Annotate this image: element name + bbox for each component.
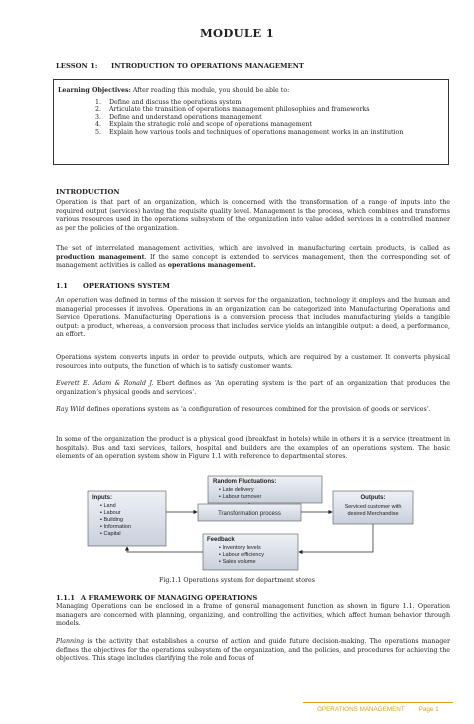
random-item-labour-turnover: ▪ Labour turnover	[219, 494, 262, 500]
random-item-late-delivery: ▪ Late delivery	[219, 487, 254, 493]
outputs-text-1: Serviced customer with	[344, 504, 402, 510]
outputs-text-2: desired Merchandise	[347, 511, 399, 517]
objective-item	[95, 99, 445, 106]
introduction-paragraph-2	[56, 245, 450, 271]
feedback-box	[203, 534, 298, 570]
page-footer	[317, 706, 439, 713]
outputs-box	[333, 491, 413, 524]
section-1-1-paragraph-1	[56, 297, 450, 340]
inputs-title: Inputs:	[92, 495, 112, 501]
objective-text: Define and understand operations management	[109, 113, 262, 121]
figure-caption: Fig.1.1 Operations system for department stores	[158, 577, 315, 584]
feedback-title: Feedback	[207, 537, 235, 543]
input-item: ▪ Building	[100, 517, 124, 523]
objective-item	[95, 121, 445, 128]
objective-text: Define and discuss the operations system	[109, 99, 242, 106]
input-item: ▪ Labour	[100, 510, 121, 516]
objective-item	[95, 106, 445, 113]
operations-system-diagram	[86, 474, 416, 574]
inputs-box	[88, 491, 166, 546]
section-1-1-paragraph-4	[56, 406, 450, 415]
italic-an-operation: An operation	[56, 297, 98, 304]
italic-planning: Planning	[56, 638, 85, 645]
page-number: Page 1	[418, 706, 439, 713]
section-1-1-1-heading	[56, 594, 257, 602]
italic-ray-wild: Ray Wild	[56, 406, 85, 413]
lesson-title: INTRODUCTION TO OPERATIONS MANAGEMENT	[111, 62, 304, 70]
section-number: 1.1.1	[56, 594, 75, 602]
section-1-1-p4-text: defines operations system as ‘a configuration of resources combined for the provision of goods or services’.	[84, 406, 431, 413]
section-1-1-paragraph-5: In some of the organization the product is a physical good (breakfast in hotels) while in others it is a service (treatment in hospitals). Bus and taxi services, tailors, hospital and builders are the examples of an operations system. The basic elements of an operation system show in Figure 1.1 with reference to departmental stores.	[56, 436, 450, 460]
introduction-heading: INTRODUCTION	[56, 188, 120, 196]
objectives-list	[95, 99, 445, 136]
objectives-intro: After reading this module, you should be able to:	[130, 87, 290, 94]
intro-p2-bold-production: production management	[56, 253, 145, 261]
objective-number: 5.	[95, 128, 102, 136]
objective-text: Explain how various tools and techniques of operations management works in an institution	[109, 128, 404, 136]
objective-number: 2.	[95, 106, 102, 114]
feedback-item: ▪ Sales volume	[219, 559, 256, 565]
objective-item	[95, 129, 445, 136]
section-1-1-1-paragraph-2	[56, 638, 450, 664]
objective-text: Articulate the transition of operations management philosophies and frameworks	[109, 106, 370, 114]
input-item: ▪ Land	[100, 503, 116, 509]
objectives-label: Learning Objectives:	[58, 87, 131, 94]
footer-rule	[303, 702, 453, 703]
section-title: OPERATIONS SYSTEM	[83, 282, 170, 290]
transformation-process-box	[198, 504, 301, 521]
outputs-title: Outputs:	[360, 495, 386, 501]
italic-authors: Everett E. Adam & Ronald J.	[56, 380, 154, 387]
objective-item	[95, 114, 445, 121]
feedback-item: ▪ Inventory levels	[219, 545, 261, 551]
lesson-heading	[56, 62, 304, 70]
section-1-1-paragraph-2: Operations system converts inputs in order to provide outputs, which are required by a customer. It converts physical resources into outputs, the function of which is to satisfy customer wants.	[56, 354, 450, 370]
random-fluctuations-box	[208, 476, 322, 503]
feedback-item: ▪ Labour efficiency	[219, 552, 264, 558]
random-fluctuations-title: Random Fluctuations:	[213, 479, 277, 485]
section-1-1-p3-text: Ebert defines as ‘An operating system is the part of an organization that produces the organization’s physical goods and services’.	[56, 380, 450, 396]
section-1-1-p1-text: was defined in terms of the mission it serves for the organization, technology it employs and the human and managerial processes it involves. Operations in an organization can be categorized into Manufacturing Operations and Service Operations. Manufacturing Operations is a conversion process that includes manufacturing yields a tangible output: a product, whereas, a conversion process that includes service yields an intangible output: a deed, a performance, an effort.	[56, 297, 450, 338]
objective-text: Explain the strategic role and scope of operations management	[109, 121, 313, 129]
intro-p2-text-a: The set of interrelated management activities, which are involved in manufacturing certain products, is called as	[56, 245, 450, 252]
objective-number: 1.	[95, 99, 102, 106]
intro-p2-text-c: . If the same concept is extended to services management, then the corresponding set of management activities is called as	[56, 253, 450, 269]
section-number: 1.1	[56, 282, 68, 290]
input-item: ▪ Capital	[100, 531, 121, 537]
input-item: ▪ Information	[100, 524, 131, 530]
arrow-outputs-to-feedback	[299, 524, 373, 552]
section-title: A FRAMEWORK OF MANAGING OPERATIONS	[80, 594, 258, 602]
lesson-label: LESSON 1:	[56, 62, 98, 70]
section-1-1-1-paragraph-1: Managing Operations can be enclosed in a frame of general management function as shown in figure 1.1. Operation managers are concerned with planning, organizing, and controlling the activities, which affect human behavior through models.	[56, 603, 450, 627]
objectives-heading	[58, 87, 289, 94]
section-1-1-heading	[56, 282, 170, 290]
module-title: MODULE 1	[199, 26, 274, 40]
arrow-feedback-to-inputs	[127, 547, 203, 552]
objective-number: 3.	[95, 113, 102, 121]
objective-number: 4.	[95, 121, 102, 129]
intro-p2-bold-operations: operations management.	[167, 262, 256, 269]
transformation-process-label: Transformation process	[218, 511, 281, 517]
section-1-1-paragraph-3	[56, 380, 450, 397]
introduction-paragraph-1: Operation is that part of an organization, which is concerned with the transformation of a range of inputs into the required output (services) having the requisite quality level. Management is the process, which combines and transforms various resources used in the operations subsystem of the organization into value added services in a controlled manner as per the policies of the organization.	[56, 199, 450, 232]
section-1-1-1-p2-text: is the activity that establishes a course of action and guide future decision-making. The operations manager defines the objectives for the operations subsystem of the organization, and the policies, and procedures for achieving the objectives. This stage includes clarifying the role and focus of	[56, 638, 450, 662]
footer-label: OPERATIONS MANAGEMENT	[317, 706, 405, 713]
learning-objectives-box	[53, 79, 449, 165]
